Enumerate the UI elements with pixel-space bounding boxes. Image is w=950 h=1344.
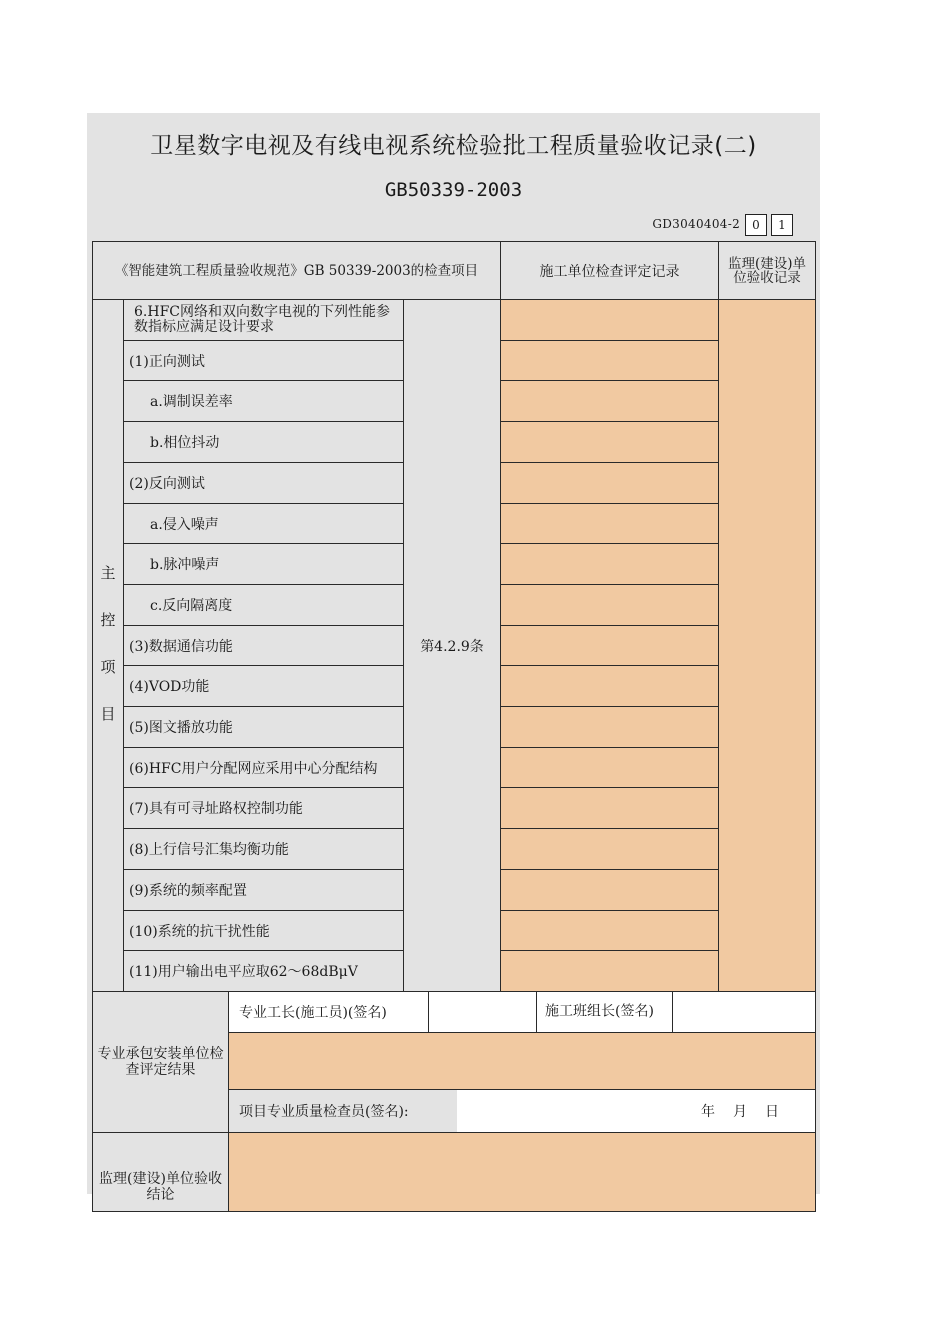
inspector-date: 年 月 日: [701, 1104, 781, 1120]
contractor-record-field[interactable]: [500, 747, 719, 788]
item-text: (9)系统的频率配置: [129, 883, 247, 899]
supervisor-conclusion-field[interactable]: [228, 1132, 816, 1212]
item-cell: [123, 706, 404, 748]
form-code-line: [87, 213, 820, 237]
contractor-record-field[interactable]: [500, 503, 719, 544]
contractor-record-field[interactable]: [500, 910, 719, 951]
form-code-box-1[interactable]: 0: [745, 214, 767, 236]
supervisor-conclusion-label-cell: [92, 1132, 229, 1212]
header-supervisor-record-text: 监理(建设)单位验收记录: [727, 255, 807, 286]
contractor-record-field[interactable]: [500, 340, 719, 381]
contractor-record-field[interactable]: [500, 380, 719, 422]
contractor-record-field[interactable]: [500, 828, 719, 870]
item-cell: [123, 584, 404, 626]
main-control-char-1: 主: [100, 564, 116, 582]
item-text: a.侵入噪声: [150, 516, 219, 533]
item-cell: [123, 747, 404, 788]
foreman-signature-field[interactable]: [428, 991, 537, 1033]
team-leader-label: 施工班组长(签名): [545, 1003, 654, 1020]
item-cell: [123, 299, 404, 341]
item-text: (6)HFC用户分配网应采用中心分配结构: [129, 760, 378, 777]
item-cell: [123, 665, 404, 707]
item-cell: [123, 787, 404, 829]
foreman-label-cell: [228, 991, 429, 1033]
contractor-result-label-cell: [92, 991, 229, 1133]
main-control-label: [92, 299, 124, 992]
contractor-record-field[interactable]: [500, 421, 719, 463]
standard-code: GB50339-2003: [384, 179, 523, 201]
item-cell: [123, 869, 404, 911]
contractor-record-field[interactable]: [500, 869, 719, 911]
item-text: (11)用户输出电平应取62～68dBμV: [129, 964, 358, 980]
item-text: (4)VOD功能: [129, 679, 210, 695]
header-supervisor-record: [718, 241, 816, 300]
item-text: a.调制误差率: [150, 394, 233, 410]
supervisor-conclusion-label: 监理(建设)单位验收结论: [99, 1171, 222, 1203]
team-leader-signature-field[interactable]: [672, 991, 816, 1033]
inspector-row: [228, 1089, 816, 1133]
supervisor-record-cell[interactable]: [718, 299, 816, 992]
contractor-result-label: 专业承包安装单位检查评定结果: [97, 1046, 224, 1078]
contractor-record-field[interactable]: [500, 665, 719, 707]
item-cell: [123, 828, 404, 870]
contractor-record-field[interactable]: [500, 706, 719, 748]
item-text: (5)图文播放功能: [129, 720, 233, 736]
contractor-record-field[interactable]: [500, 584, 719, 626]
header-contractor-record: [500, 241, 719, 300]
item-text: (8)上行信号汇集均衡功能: [129, 842, 289, 858]
header-spec-items-text: 《智能建筑工程质量验收规范》GB 50339-2003的检查项目: [114, 262, 479, 279]
item-text: (3)数据通信功能: [129, 638, 233, 655]
header-contractor-record-text: 施工单位检查评定记录: [539, 263, 680, 280]
contractor-record-field[interactable]: [500, 462, 719, 504]
item-cell: [123, 421, 404, 463]
item-text: b.脉冲噪声: [150, 557, 220, 573]
form-sheet: [87, 113, 820, 1203]
clause-text: 第4.2.9条: [420, 638, 484, 655]
form-code: GD3040404-2: [652, 217, 740, 231]
item-cell: [123, 625, 404, 666]
inspector-label: 项目专业质量检查员(签名):: [239, 1104, 409, 1120]
item-cell: [123, 910, 404, 951]
team-leader-label-cell: [536, 991, 673, 1033]
contractor-record-field[interactable]: [500, 625, 719, 666]
item-text: (10)系统的抗干扰性能: [129, 923, 270, 940]
contractor-record-field[interactable]: [500, 299, 719, 341]
item-cell: [123, 543, 404, 585]
main-control-char-2: 控: [100, 611, 116, 629]
header-spec-items: [92, 241, 501, 300]
main-control-char-3: 项: [100, 658, 116, 676]
item-text: 6.HFC网络和双向数字电视的下列性能参数指标应满足设计要求: [134, 304, 390, 335]
contractor-result-field[interactable]: [228, 1032, 816, 1090]
form-title: 卫星数字电视及有线电视系统检验批工程质量验收记录(二): [150, 133, 757, 159]
contractor-record-field[interactable]: [500, 950, 719, 992]
main-control-char-4: 目: [100, 705, 116, 723]
item-cell: [123, 503, 404, 544]
clause-cell: [403, 299, 501, 992]
form-code-box-2[interactable]: 1: [771, 214, 793, 236]
item-cell: [123, 950, 404, 992]
item-text: (2)反向测试: [129, 476, 205, 492]
contractor-record-field[interactable]: [500, 543, 719, 585]
item-text: b.相位抖动: [150, 435, 220, 451]
item-cell: [123, 380, 404, 422]
item-cell: [123, 462, 404, 504]
item-cell: [123, 340, 404, 381]
foreman-label: 专业工长(施工员)(签名): [239, 1005, 387, 1021]
contractor-record-field[interactable]: [500, 787, 719, 829]
item-text: (1)正向测试: [129, 353, 205, 370]
item-text: (7)具有可寻址路权控制功能: [129, 801, 303, 817]
item-text: c.反向隔离度: [150, 598, 233, 614]
